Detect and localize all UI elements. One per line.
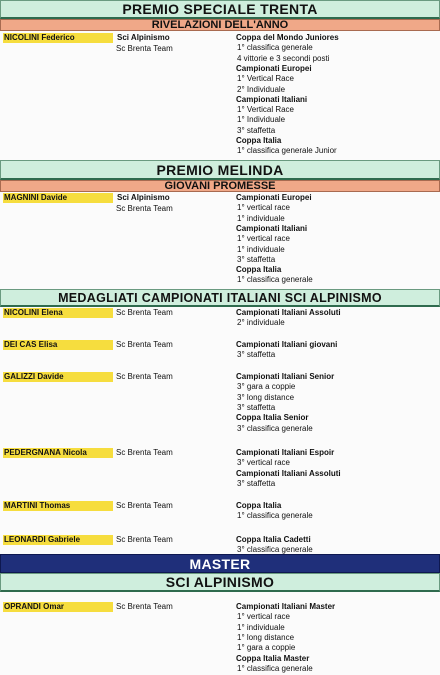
result-line: 1° classifica generale	[237, 275, 313, 285]
result-heading: Campionati Italiani Espoir	[236, 448, 335, 457]
athlete-name: GALIZZI Davide	[3, 372, 113, 382]
result-line: 3° classifica generale	[237, 423, 313, 433]
result-line: 1° individuale	[237, 622, 285, 632]
section-title-premio-melinda: PREMIO MELINDA	[0, 160, 440, 180]
athlete-name: LEONARDI Gabriele	[3, 535, 113, 545]
result-line: 1° classifica generale	[237, 43, 313, 53]
result-line: 1° vertical race	[237, 203, 290, 213]
result-line: 1° classifica generale	[237, 511, 313, 521]
section-subtitle-sci-alpinismo: SCI ALPINISMO	[0, 573, 440, 592]
result-line: 1° classifica generale	[237, 663, 313, 673]
result-line: 1° individuale	[237, 213, 285, 223]
athlete-discipline: Sci Alpinismo	[117, 33, 170, 42]
result-heading: Campionati Italiani	[236, 223, 308, 233]
result-line: 2° individuale	[237, 318, 285, 328]
result-heading: Campionati Europei	[236, 63, 312, 73]
result-line: 1° Vertical Race	[237, 74, 295, 84]
result-line: 3° staffetta	[237, 350, 276, 360]
result-heading: Campionati Italiani Assoluti	[236, 468, 341, 478]
athlete-name: MAGNINI Davide	[3, 193, 113, 203]
athlete-name: PEDERGNANA Nicola	[3, 448, 113, 458]
result-heading: Coppa Italia Senior	[236, 413, 309, 423]
section-title-premio-speciale: PREMIO SPECIALE TRENTA	[0, 0, 440, 19]
result-line: 3° vertical race	[237, 458, 290, 468]
result-line: 3° gara a coppie	[237, 382, 296, 392]
result-heading: Campionati Italiani Assoluti	[236, 308, 341, 317]
athlete-name: DEI CAS Elisa	[3, 340, 113, 350]
result-line: 3° staffetta	[237, 125, 276, 135]
result-line: 1° vertical race	[237, 234, 290, 244]
result-heading: Coppa Italia	[236, 501, 282, 510]
section-title-master: MASTER	[0, 554, 440, 573]
result-heading: Coppa Italia	[236, 136, 282, 145]
athlete-team: Sc Brenta Team	[116, 44, 173, 53]
result-heading: Campionati Europei	[236, 193, 312, 202]
athlete-name: NICOLINI Elena	[3, 308, 113, 318]
result-heading: Campionati Italiani	[236, 94, 308, 104]
athlete-team: Sc Brenta Team	[116, 448, 173, 457]
result-heading: Coppa Italia Cadetti	[236, 535, 311, 544]
result-line: 4 vittorie e 3 secondi posti	[237, 53, 330, 63]
section-subtitle-rivelazioni: RIVELAZIONI DELL'ANNO	[0, 19, 440, 31]
result-heading: Campionati Italiani Master	[236, 602, 336, 611]
athlete-team: Sc Brenta Team	[116, 204, 173, 213]
athlete-name: NICOLINI Federico	[3, 33, 113, 43]
result-heading: Campionati Italiani Senior	[236, 372, 335, 381]
result-line: 1° classifica generale Junior	[237, 146, 337, 156]
result-heading: Coppa Italia Master	[236, 653, 310, 663]
result-line: 1° individuale	[237, 244, 285, 254]
result-line: 2° Individuale	[237, 84, 286, 94]
result-line: 3° staffetta	[237, 402, 276, 412]
athlete-team: Sc Brenta Team	[116, 602, 173, 611]
result-line: 1° vertical race	[237, 612, 290, 622]
athlete-team: Sc Brenta Team	[116, 340, 173, 349]
result-line: 3° classifica generale	[237, 545, 313, 555]
athlete-discipline: Sci Alpinismo	[117, 193, 170, 202]
athlete-team: Sc Brenta Team	[116, 535, 173, 544]
athlete-team: Sc Brenta Team	[116, 308, 173, 317]
result-heading: Coppa del Mondo Juniores	[236, 33, 339, 42]
athlete-team: Sc Brenta Team	[116, 501, 173, 510]
result-heading: Campionati Italiani giovani	[236, 340, 338, 349]
section-title-medagliati: MEDAGLIATI CAMPIONATI ITALIANI SCI ALPINISMO	[0, 289, 440, 307]
result-line: 1° long distance	[237, 632, 295, 642]
athlete-name: OPRANDI Omar	[3, 602, 113, 612]
result-line: 3° staffetta	[237, 254, 276, 264]
result-heading: Coppa Italia	[236, 265, 282, 275]
result-line: 1° Individuale	[237, 115, 286, 125]
section-subtitle-giovani-promesse: GIOVANI PROMESSE	[0, 180, 440, 192]
result-line: 3° staffetta	[237, 478, 276, 488]
athlete-name: MARTINI Thomas	[3, 501, 113, 511]
result-line: 3° long distance	[237, 392, 295, 402]
result-line: 1° gara a coppie	[237, 643, 296, 653]
athlete-team: Sc Brenta Team	[116, 372, 173, 381]
result-line: 1° Vertical Race	[237, 105, 295, 115]
